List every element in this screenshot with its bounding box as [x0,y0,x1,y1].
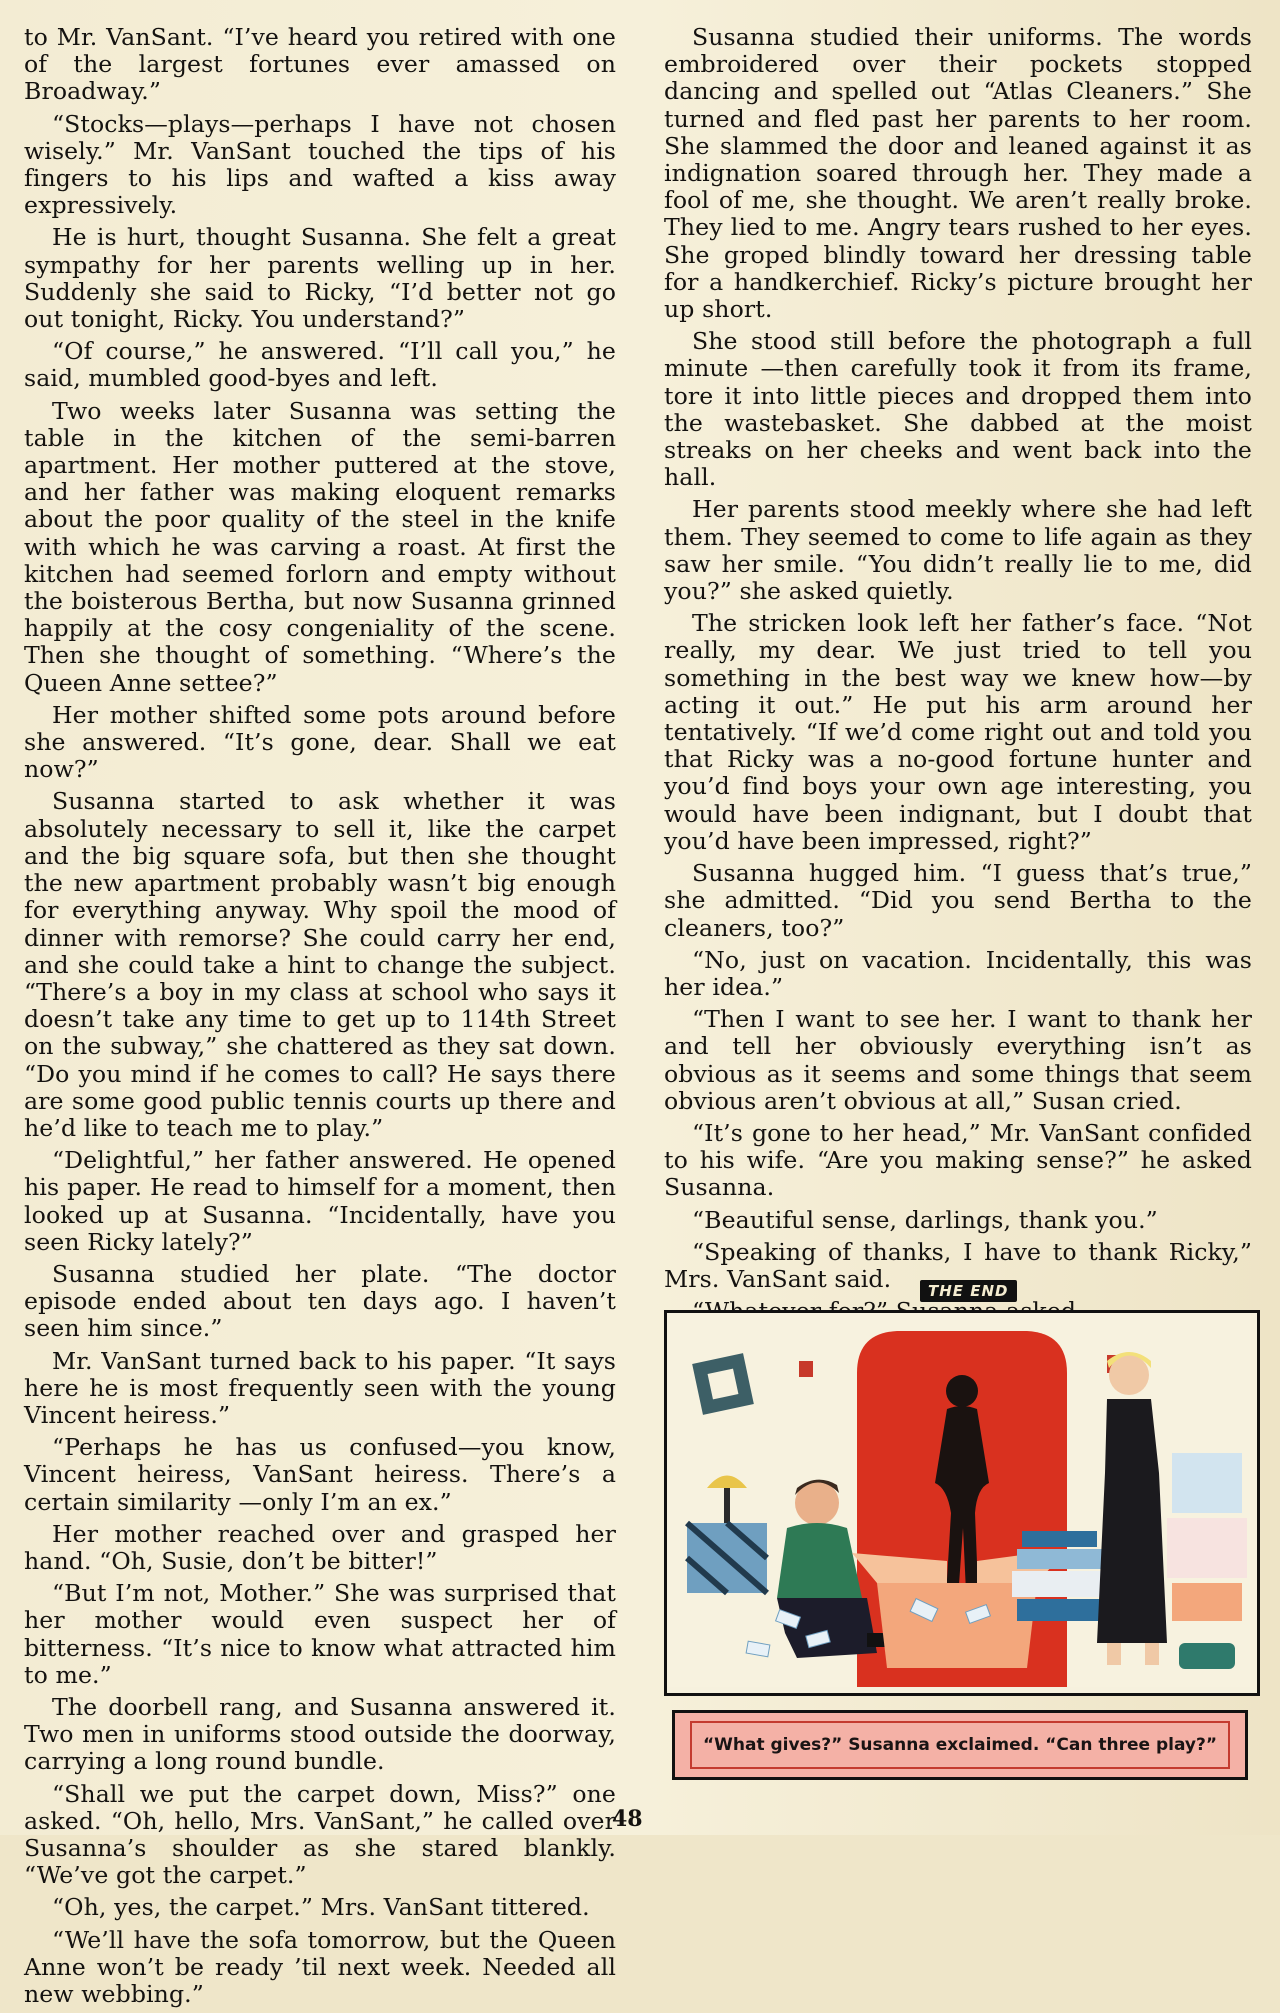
paragraph: Her mother reached over and grasped her hand. “Oh, Susie, don’t be bitter!” [24,1519,616,1575]
paragraph: “Delightful,” her father answered. He opened his paper. He read to himself for a moment, then looked up at Susanna. “Incidentally, have you seen Ricky lately?” [24,1146,616,1256]
stack-box [1017,1549,1102,1569]
paragraph: “Speaking of thanks, I have to thank Ricky,” Mrs. VanSant said. [664,1237,1252,1293]
paragraph: “But I’m not, Mother.” She was surprised that her mother would even suspect her of bitterness. “It’s nice to know what attracted him to me.” [24,1579,616,1689]
paragraph: Susanna studied their uniforms. The words embroidered over their pockets stopped dancing and spelled out “Atlas Cleaners.” She turned and fled past her parents to her room. She slammed the door and leaned against it as indignation soared through her. They made a fool of me, she thought. We aren’t really broke. They lied to me. Angry tears rushed to her eyes. She groped blindly toward her dressing table for a handkerchief. Ricky’s picture brought her up short. [664,23,1252,324]
paragraph: Susanna started to ask whether it was absolutely necessary to sell it, like the carpet and the big square sofa, but then she thought the new apartment probably wasn’t big enough for everything anyway. Why spoil the mood of dinner with remorse? She could carry her end, and she could take a hint to change the subject. “There’s a boy in my class at school who says it doesn’t take any time to get up to 114th Street on the subway,” she chattered as they sat down. “Do you mind if he comes to call? He says there are some good public tennis courts up there and he’d like to teach me to play.” [24,787,616,1142]
stack-box [1022,1531,1097,1547]
paragraph: The stricken look left her father’s face. “Not really, my dear. We just tried to tell you something in the best way we knew how—by acting it out.” He put his arm around her tentatively. “If we’d come right out and told you that Ricky was a no-good fortune hunter and you’d find boys your own age interesting, you would have been indignant, but I doubt that you’d have been impressed, right?” [664,609,1252,855]
the-end-tag: THE END [920,1280,1017,1302]
paragraph: Susanna studied her plate. “The doctor episode ended about ten days ago. I haven’t seen him since.” [24,1259,616,1343]
page-number: 48 [612,1806,643,1832]
right-column [664,24,1252,1444]
illustration-drawing [667,1313,1251,1687]
paragraph: He is hurt, thought Susanna. She felt a great sympathy for her parents welling up in her. Suddenly she said to Ricky, “I’d better not go out tonight, Ricky. You understand?” [24,223,616,334]
green-case [1179,1643,1235,1669]
paragraph: “Stocks—plays—perhaps I have not chosen wisely.” Mr. VanSant touched the tips of his fingers to his lips and wafted a kiss away expressively. [24,109,616,220]
paragraph: Mr. VanSant turned back to his paper. “It says here he is most frequently seen with the young Vincent heiress.” [24,1346,616,1429]
paragraph: “Of course,” he answered. “I’ll call you,” he said, mumbled good-byes and left. [24,337,616,393]
paragraph: “Shall we put the carpet down, Miss?” one asked. “Oh, hello, Mrs. VanSant,” he called over Susanna’s shoulder as she stared blankly. “We’ve got the carpet.” [24,1779,616,1890]
paragraph: Her mother shifted some pots around before she answered. “It’s gone, dear. Shall we eat now?” [24,700,616,784]
paragraph: “Perhaps he has us confused—you know, Vincent heiress, VanSant heiress. There’s a certain similarity —only I’m an ex.” [24,1433,616,1516]
wall-frame-icon [692,1353,754,1415]
paragraph: “Beautiful sense, darlings, thank you.” [692,1205,1158,1234]
paragraph: “We’ll have the sofa tomorrow, but the Queen Anne won’t be ready ’til next week. Needed all new webbing.” [24,1925,616,2009]
crate-right [1172,1583,1242,1621]
illustration-panel [664,1310,1260,1696]
paragraph: Two weeks later Susanna was setting the table in the kitchen of the semi-barren apartment. Her mother puttered at the stove, and her father was making eloquent remarks about the poor quality of the steel in the knife with which he was carving a roast. At first the kitchen had seemed forlorn and empty without the boisterous Bertha, but now Susanna grinned happily at the cosy congeniality of the scene. Then she thought of something. “Where’s the Queen Anne settee?” [24,396,616,697]
paragraph: “Then I want to see her. I want to thank her and tell her obviously everything isn’t as obvious as it seems and some things that seem obvious aren’t obvious at all,” Susan cried. [664,1005,1252,1115]
left-column [24,24,616,2013]
crate-right [1172,1453,1242,1513]
caption-text: “What gives?” Susanna exclaimed. “Can three play?” [702,1734,1218,1755]
wall-hook-left [799,1361,813,1377]
paragraph: “No, just on vacation. Incidentally, this was her idea.” [664,945,1252,1001]
stack-box [1012,1571,1107,1597]
paragraph: Her parents stood meekly where she had left them. They seemed to come to life again as they saw her smile. “You didn’t really lie to me, did you?” she asked quietly. [664,495,1252,606]
crate-right [1167,1518,1247,1578]
caption-border [690,1721,1230,1770]
stack-box [1017,1599,1107,1621]
paragraph: She stood still before the photograph a full minute —then carefully took it from its frame, tore it into little pieces and dropped them into the wastebasket. She dabbed at the moist streaks on her cheeks and went back into the hall. [664,327,1252,492]
paragraph: The doorbell rang, and Susanna answered it. Two men in uniforms stood outside the doorway, carrying a long round bundle. [24,1692,616,1776]
paragraph: “Oh, yes, the carpet.” Mrs. VanSant tittered. [52,1893,590,1922]
panel-caption [672,1710,1248,1780]
paragraph: “It’s gone to her head,” Mr. VanSant confided to his wife. “Are you making sense?” he asked Susanna. [664,1118,1252,1202]
paragraph: Susanna hugged him. “I guess that’s true,” she admitted. “Did you send Bertha to the cleaners, too?” [664,859,1252,942]
paragraph: to Mr. VanSant. “I’ve heard you retired with one of the largest fortunes ever amassed on Broadway.” [24,23,616,106]
